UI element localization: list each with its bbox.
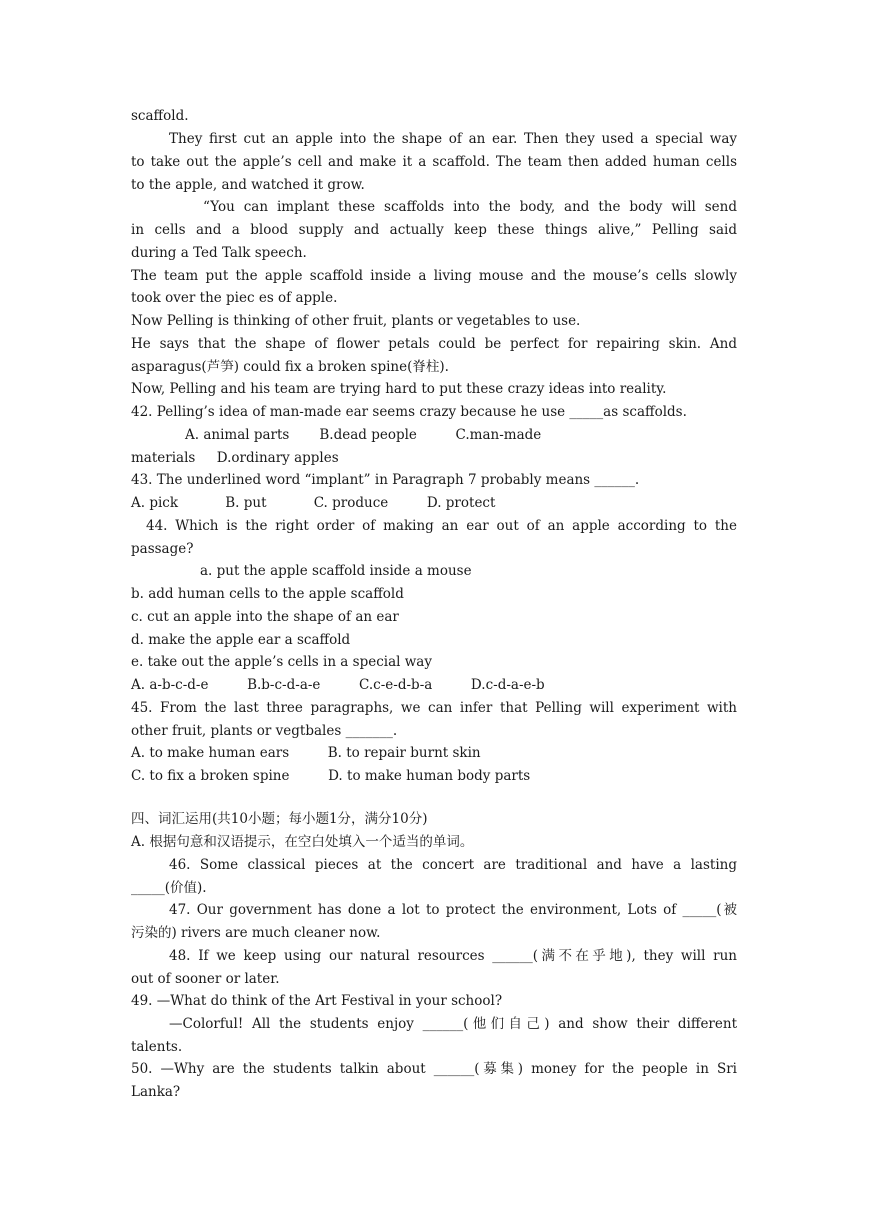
question-42-options: A. animal parts B.dead people C.man-made	[185, 427, 542, 443]
text-line: during a Ted Talk speech.	[131, 245, 307, 261]
text-line: Now, Pelling and his team are trying hard to put these crazy ideas into reality.	[131, 381, 667, 397]
question-47: 污染的) rivers are much cleaner now.	[131, 925, 381, 941]
question-49: 49. —What do think of the Art Festival in your school?	[131, 993, 503, 1009]
question-42: 42. Pelling’s idea of man-made ear seems crazy because he use _____as scaffolds.	[131, 404, 687, 420]
question-50: Lanka?	[131, 1084, 181, 1100]
question-44-options: A. a-b-c-d-e B.b-c-d-a-e C.c-e-d-b-a D.c-d-a-e-b	[131, 677, 545, 693]
text-line: in cells and a blood supply and actually keep these things alive,” Pelling said	[131, 222, 737, 238]
question-46: 46. Some classical pieces at the concert are traditional and have a lasting	[169, 857, 737, 873]
question-43: 43. The underlined word “implant” in Paragraph 7 probably means ______.	[131, 472, 640, 488]
question-44: passage?	[131, 541, 194, 557]
question-44: 44. Which is the right order of making an ear out of an apple according to the	[146, 518, 737, 534]
step-item: e. take out the apple’s cells in a special way	[131, 654, 432, 670]
step-item: b. add human cells to the apple scaffold	[131, 586, 404, 602]
question-43-options: A. pick B. put C. produce D. protect	[131, 495, 496, 511]
text-line: to the apple, and watched it grow.	[131, 177, 365, 193]
question-48: 48. If we keep using our natural resources ______(满不在乎地), they will run	[169, 948, 737, 964]
text-line: Now Pelling is thinking of other fruit, plants or vegetables to use.	[131, 313, 581, 329]
section-heading: 四、词汇运用(共10小题；每小题1分，满分10分)	[131, 811, 428, 827]
text-line: asparagus(芦笋) could fix a broken spine(脊柱).	[131, 359, 449, 375]
question-45: 45. From the last three paragraphs, we can infer that Pelling will experiment with	[131, 700, 737, 716]
question-49: —Colorful! All the students enjoy ______(他们自己) and show their different	[169, 1016, 737, 1032]
text-line: to take out the apple’s cell and make it a scaffold. The team then added human cells	[131, 154, 737, 170]
text-line: took over the piec es of apple.	[131, 290, 338, 306]
question-45-options: A. to make human ears B. to repair burnt skin	[131, 745, 481, 761]
question-45-options: C. to fix a broken spine D. to make human body parts	[131, 768, 531, 784]
step-item: a. put the apple scaffold inside a mouse	[200, 563, 472, 579]
question-45: other fruit, plants or vegtbales _______.	[131, 723, 398, 739]
text-line: They first cut an apple into the shape of an ear. Then they used a special way	[169, 131, 737, 147]
text-line: “You can implant these scaffolds into the body, and the body will send	[203, 199, 737, 215]
text-line: The team put the apple scaffold inside a living mouse and the mouse’s cells slowly	[131, 268, 737, 284]
question-50: 50. —Why are the students talkin about ______(募集) money for the people in Sri	[131, 1061, 737, 1077]
step-item: d. make the apple ear a scaffold	[131, 632, 351, 648]
section-instruction: A. 根据句意和汉语提示，在空白处填入一个适当的单词。	[131, 834, 474, 850]
question-49: talents.	[131, 1039, 183, 1055]
question-46: _____(价值).	[131, 880, 207, 896]
question-42-options: materials D.ordinary apples	[131, 450, 339, 466]
text-line: He says that the shape of flower petals could be perfect for repairing skin. And	[131, 336, 737, 352]
step-item: c. cut an apple into the shape of an ear	[131, 609, 399, 625]
question-47: 47. Our government has done a lot to protect the environment, Lots of _____(被	[169, 902, 737, 918]
question-48: out of sooner or later.	[131, 971, 280, 987]
text-line: scaffold.	[131, 108, 189, 124]
